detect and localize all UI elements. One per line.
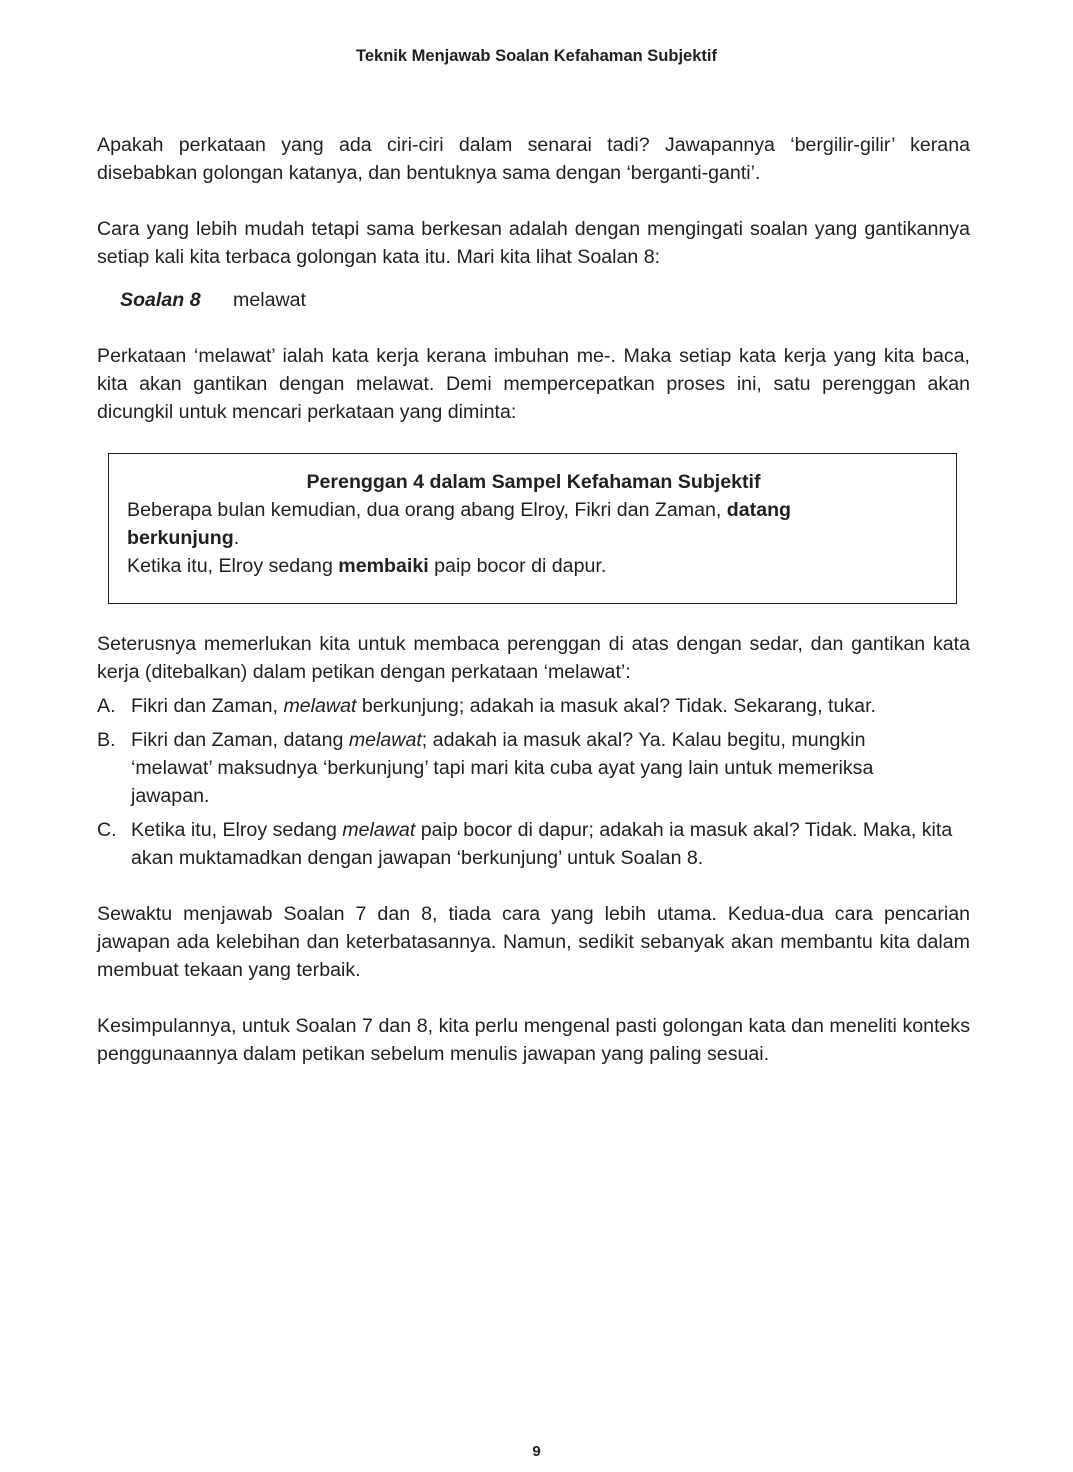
page-header-title: Teknik Menjawab Soalan Kefahaman Subjektif [356,47,717,65]
page-number: 9 [532,1443,541,1460]
paragraph-1: Apakah perkataan yang ada ciri-ciri dalam senarai tadi? Jawapannya ‘bergilir-gilir’ kerana disebabkan golongan katanya, dan bentuknya sama dengan ‘berganti-ganti’. [97,134,970,184]
list-item-text: Ketika itu, Elroy sedang [131,819,343,841]
excerpt-line-3-end: paip bocor di dapur. [428,555,607,577]
list-item-b [97,726,970,810]
excerpt-line-3-text: Ketika itu, Elroy sedang [127,555,339,577]
paragraph-6: Kesimpulannya, untuk Soalan 7 dan 8, kita perlu mengenal pasti golongan kata dan meneliti konteks penggunaannya dalam petikan sebelum menulis jawapan yang paling sesuai. [97,1015,970,1065]
soalan-line [120,286,306,314]
excerpt-title: Perenggan 4 dalam Sampel Kefahaman Subjektif [306,471,761,493]
list-item-text: ; adakah ia masuk akal? Ya. Kalau begitu, mungkin ‘melawat’ maksudnya ‘berkunjung’ tapi mari kita cuba ayat yang lain untuk memeriksa jawapan. [131,729,874,807]
list-marker: C. [97,819,117,841]
list-item-italic: melawat [342,819,416,841]
soalan-word: melawat [233,289,306,311]
excerpt-line-1 [127,496,947,524]
excerpt-bold-datang: datang [726,499,792,521]
list-item-text: paip bocor di dapur; adakah ia masuk akal? Tidak. Maka, kita akan muktamadkan dengan jawapan ‘berkunjung’ untuk Soalan 8. [131,819,953,869]
paragraph-2: Cara yang lebih mudah tetapi sama berkesan adalah dengan mengingati soalan yang gantikannya setiap kali kita terbaca golongan kata itu. Mari kita lihat Soalan 8: [97,218,970,268]
list-item-text: Fikri dan Zaman, [131,695,284,717]
list-item-text: berkunjung; adakah ia masuk akal? Tidak. Sekarang, tukar. [356,695,876,717]
paragraph-3: Perkataan ‘melawat’ ialah kata kerja kerana imbuhan me-. Maka setiap kata kerja yang kita baca, kita akan gantikan dengan melawat. Demi mempercepatkan proses ini, satu perenggan akan dicungkil untuk mencari perkataan yang diminta: [97,345,970,423]
excerpt-line-2-text: . [233,527,240,549]
list-marker: A. [97,695,116,717]
excerpt-line-3 [127,552,947,580]
list-item-text: Fikri dan Zaman, datang [131,729,349,751]
list-item-italic: melawat [283,695,357,717]
list-item-italic: melawat [348,729,422,751]
excerpt-bold-membaiki: membaiki [338,555,429,577]
list-item-c [97,816,970,872]
list-marker: B. [97,729,116,751]
excerpt-bold-berkunjung: berkunjung [127,527,234,549]
excerpt-line-2 [127,524,947,552]
paragraph-5: Sewaktu menjawab Soalan 7 dan 8, tiada cara yang lebih utama. Kedua-dua cara pencarian jawapan ada kelebihan dan keterbatasannya. Namun, sedikit sebanyak akan membantu kita dalam membuat tekaan yang terbaik. [97,903,970,981]
paragraph-4: Seterusnya memerlukan kita untuk membaca perenggan di atas dengan sedar, dan gantikan kata kerja (ditebalkan) dalam petikan dengan perkataan ‘melawat’: [97,633,970,683]
excerpt-box [108,453,957,604]
soalan-label: Soalan 8 [120,289,201,311]
list-item-a [97,692,970,720]
excerpt-line-1-text: Beberapa bulan kemudian, dua orang abang Elroy, Fikri dan Zaman, [127,499,727,521]
